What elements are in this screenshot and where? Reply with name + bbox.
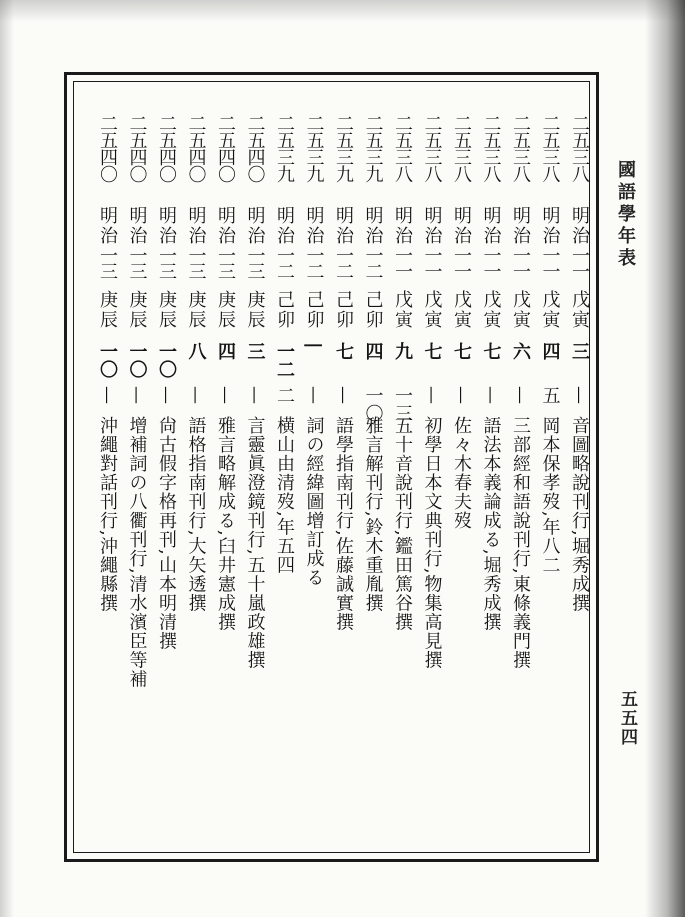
entry-era: 明治 xyxy=(97,206,118,246)
scan-edge-left xyxy=(0,0,14,917)
entry-era-year: 一一 xyxy=(539,246,561,278)
entry-eto: 庚辰 xyxy=(156,290,177,330)
entry-era: 明治 xyxy=(480,206,502,246)
entry-year: 二五三八 xyxy=(421,114,443,182)
entry-text: 語法本義論成る,堀秀成撰 xyxy=(480,416,502,632)
entry-era-year: 一一 xyxy=(480,246,502,278)
entry-era: 明治 xyxy=(244,206,266,246)
entry-eto: 庚辰 xyxy=(185,290,207,330)
entry-year: 二五四〇 xyxy=(185,114,207,182)
entry-column xyxy=(211,114,239,854)
entry-year: 二五三九 xyxy=(362,114,384,182)
entry-month: 一〇 xyxy=(156,342,177,378)
entry-era-year: 一一 xyxy=(569,246,590,278)
entry-day: — xyxy=(451,386,472,404)
entry-eto: 己卯 xyxy=(362,290,384,330)
entry-month: 四 xyxy=(539,342,561,360)
entry-eto: 戊寅 xyxy=(421,290,443,330)
entry-column xyxy=(123,114,151,854)
entry-year: 二五四〇 xyxy=(97,114,118,182)
entry-day: 一〇 xyxy=(362,386,384,422)
entry-era-year: 一三 xyxy=(215,246,236,278)
entry-day: — xyxy=(215,386,236,404)
entry-text: 沖繩對話刊行,沖繩縣撰 xyxy=(97,416,118,613)
entry-eto: 戊寅 xyxy=(539,290,561,330)
entry-text: 雅言解刊行,鈴木重胤撰 xyxy=(362,416,384,613)
entry-text: 岡本保孝歿,年八二 xyxy=(539,416,561,575)
entry-text: 語格指南刊行,大矢透撰 xyxy=(185,416,207,613)
entry-text: 言靈眞澄鏡刊行,五十嵐政雄撰 xyxy=(244,416,266,670)
entry-eto: 庚辰 xyxy=(215,290,236,330)
entry-day: — xyxy=(244,386,266,404)
entry-day: — xyxy=(569,386,590,404)
entry-column xyxy=(270,114,298,854)
entry-day: 一三 xyxy=(392,386,413,422)
entry-month: 八 xyxy=(185,342,207,360)
entry-era: 明治 xyxy=(569,206,590,246)
entry-era-year: 一二 xyxy=(362,246,384,278)
entry-text: 詞の經緯圖增訂成る xyxy=(303,416,325,587)
entry-month: 三 xyxy=(244,342,266,360)
entry-day: — xyxy=(510,386,531,404)
entry-year: 二五三八 xyxy=(569,114,590,182)
entry-era: 明治 xyxy=(510,206,531,246)
entry-month: 一〇 xyxy=(126,342,148,378)
entry-era-year: 一二 xyxy=(333,246,354,278)
entry-text: 初學日本文典刊行,物集高見撰 xyxy=(421,416,443,670)
entry-year: 二五四〇 xyxy=(215,114,236,182)
entry-month: 六 xyxy=(510,342,531,360)
entry-column xyxy=(359,114,387,854)
entry-column xyxy=(477,114,505,854)
entry-column xyxy=(182,114,210,854)
entry-eto: 戊寅 xyxy=(569,290,590,330)
entry-era: 明治 xyxy=(156,206,177,246)
entry-month: 七 xyxy=(480,342,502,360)
entry-text: 音圖略說刊行,堀秀成撰 xyxy=(569,416,590,613)
entry-era-year: 一一 xyxy=(510,246,531,278)
entry-column xyxy=(241,114,269,854)
entry-era: 明治 xyxy=(185,206,207,246)
running-head: 國語學年表 xyxy=(615,160,636,270)
entry-text: 增補詞の八衢刊行,清水濱臣等補 xyxy=(126,416,148,689)
entry-era: 明治 xyxy=(392,206,413,246)
entry-year: 二五四〇 xyxy=(244,114,266,182)
entry-era-year: 一三 xyxy=(126,246,148,278)
page-number: 五五四 xyxy=(617,690,637,747)
entry-eto: 己卯 xyxy=(333,290,354,330)
entry-era-year: 一三 xyxy=(244,246,266,278)
entry-text: 横山由清歿,年五四 xyxy=(274,416,295,575)
scan-edge-top xyxy=(0,0,685,22)
entry-month: 七 xyxy=(333,342,354,360)
entry-eto: 戊寅 xyxy=(510,290,531,330)
entry-text: 雅言略解成る,臼井憲成撰 xyxy=(215,416,236,632)
entry-day: — xyxy=(333,386,354,404)
entry-day: — xyxy=(421,386,443,404)
entry-eto: 庚辰 xyxy=(126,290,148,330)
entry-day: — xyxy=(97,386,118,404)
entry-month: 一二 xyxy=(274,342,295,378)
entry-month: 四 xyxy=(362,342,384,360)
entry-eto: 戊寅 xyxy=(392,290,413,330)
entry-text: 語學指南刊行,佐藤誠實撰 xyxy=(333,416,354,632)
entry-era: 明治 xyxy=(451,206,472,246)
entry-eto: 庚辰 xyxy=(97,290,118,330)
entry-month: 七 xyxy=(451,342,472,360)
entry-day: 五 xyxy=(539,386,561,404)
entry-year: 二五三九 xyxy=(274,114,295,182)
entry-column xyxy=(300,114,328,854)
entry-era-year: 一一 xyxy=(421,246,443,278)
entry-text: 尙古假字格再刊,山本明清撰 xyxy=(156,416,177,651)
entry-day: — xyxy=(156,386,177,404)
entry-year: 二五三八 xyxy=(510,114,531,182)
entry-era-year: 一二 xyxy=(303,246,325,278)
entry-era: 明治 xyxy=(303,206,325,246)
entry-eto: 庚辰 xyxy=(244,290,266,330)
entry-column xyxy=(418,114,446,854)
entry-day: — xyxy=(185,386,207,404)
entry-era: 明治 xyxy=(421,206,443,246)
entry-year: 二五四〇 xyxy=(156,114,177,182)
entry-column xyxy=(536,114,564,854)
entry-day: — xyxy=(303,386,325,404)
entry-text: 三部經和語說刊行,東條義門撰 xyxy=(510,416,531,670)
entry-eto: 戊寅 xyxy=(480,290,502,330)
entry-month: 七 xyxy=(421,342,443,360)
entry-era: 明治 xyxy=(215,206,236,246)
entry-era: 明治 xyxy=(362,206,384,246)
entry-era-year: 一三 xyxy=(156,246,177,278)
entry-era: 明治 xyxy=(126,206,148,246)
entry-column xyxy=(329,114,357,854)
entry-era-year: 一二 xyxy=(274,246,295,278)
entry-month: | xyxy=(303,342,325,349)
entry-era-year: 一三 xyxy=(97,246,118,278)
entry-era: 明治 xyxy=(274,206,295,246)
entry-year: 二五三八 xyxy=(451,114,472,182)
entry-column xyxy=(565,114,593,854)
entry-month: 三 xyxy=(569,342,590,360)
entry-day: 二 xyxy=(274,386,295,404)
scan-edge-right xyxy=(645,0,685,917)
entry-column xyxy=(506,114,534,854)
entry-day: — xyxy=(126,386,148,404)
entry-era-year: 一一 xyxy=(392,246,413,278)
entry-month: 九 xyxy=(392,342,413,360)
entry-month: 一〇 xyxy=(97,342,118,378)
entry-text: 五十音說刊行,鑑田篤谷撰 xyxy=(392,416,413,632)
entry-era-year: 一三 xyxy=(185,246,207,278)
entry-column xyxy=(447,114,475,854)
entry-text: 佐々木春夫歿 xyxy=(451,416,472,530)
entry-column xyxy=(152,114,180,854)
entry-eto: 己卯 xyxy=(303,290,325,330)
entry-year: 二五四〇 xyxy=(126,114,148,182)
entry-column xyxy=(388,114,416,854)
entry-era-year: 一一 xyxy=(451,246,472,278)
entry-year: 二五三八 xyxy=(480,114,502,182)
entry-column xyxy=(93,114,121,854)
entry-day: — xyxy=(480,386,502,404)
entry-era: 明治 xyxy=(539,206,561,246)
entry-year: 二五三九 xyxy=(333,114,354,182)
entry-eto: 戊寅 xyxy=(451,290,472,330)
entry-era: 明治 xyxy=(333,206,354,246)
entry-year: 二五三九 xyxy=(303,114,325,182)
entry-year: 二五三八 xyxy=(392,114,413,182)
entry-eto: 己卯 xyxy=(274,290,295,330)
entry-year: 二五三八 xyxy=(539,114,561,182)
entry-month: 四 xyxy=(215,342,236,360)
